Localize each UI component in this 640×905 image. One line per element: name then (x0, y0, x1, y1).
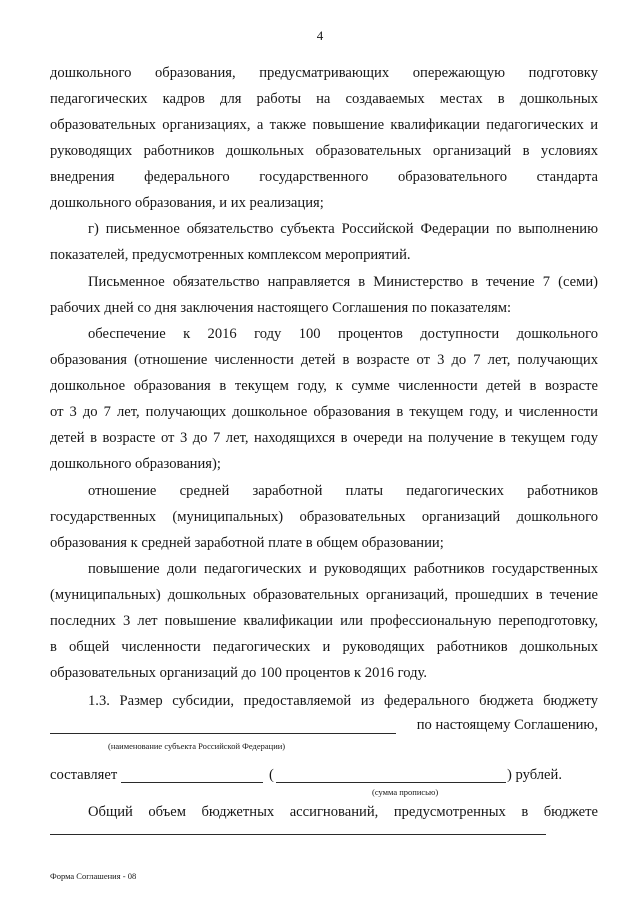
subject-name-blank[interactable] (50, 733, 396, 734)
paragraph-line: повышение доли педагогических и руководящих работников государственных (88, 561, 598, 577)
budget-name-blank[interactable] (50, 834, 546, 835)
paragraph-line: обеспечение к 2016 году 100 процентов доступности дошкольного (88, 326, 598, 342)
amount-words-caption: (сумма прописью) (372, 787, 439, 797)
paragraph-line: внедрения федерального государственного образовательного стандарта (50, 169, 598, 185)
paragraph-line: Письменное обязательство направляется в Министерство в течение 7 (семи) (88, 274, 598, 290)
paragraph-line: г) письменное обязательство субъекта Российской Федерации по выполнению (88, 221, 598, 237)
agreement-reference: по настоящему Соглашению, (416, 717, 598, 733)
paragraph-line: руководящих работников дошкольных образовательных организаций в условиях (50, 143, 598, 159)
paragraph-line: отношение средней заработной платы педагогических работников (88, 483, 598, 499)
paragraph-line: от 3 до 7 лет, получающих дошкольное образования в текущем году, и численности (50, 404, 598, 420)
amount-digits-blank[interactable] (121, 782, 263, 783)
paragraph-line: дошкольное образования в текущем году, к сумме численности детей в возрасте (50, 378, 598, 394)
paragraph-line: дошкольного образования, и их реализация; (50, 195, 324, 211)
paragraph-line: образовательных организациях, а также повышение квалификации педагогических и (50, 117, 598, 133)
amount-words-blank[interactable] (276, 782, 506, 783)
subject-name-caption: (наименование субъекта Российской Федерации) (108, 741, 286, 751)
amount-open-paren: ( (269, 767, 274, 783)
paragraph-line: государственных (муниципальных) образовательных организаций дошкольного (50, 509, 598, 525)
paragraph-line: образования (отношение численности детей в возрасте от 3 до 7 лет, получающих (50, 352, 598, 368)
paragraph-line: (муниципальных) дошкольных образовательных организаций, прошедших в течение (50, 587, 598, 603)
paragraph-line: дошкольного образования, предусматривающих опережающую подготовку (50, 65, 598, 81)
paragraph-line: педагогических кадров для работы на создаваемых местах в дошкольных (50, 91, 598, 107)
paragraph-line: образования к средней заработной плате в общем образовании; (50, 535, 444, 551)
paragraph-line: дошкольного образования); (50, 456, 221, 472)
paragraph-line: рабочих дней со дня заключения настоящего Соглашения по показателям: (50, 300, 512, 316)
paragraph-line: последних 3 лет повышение квалификации или профессиональную переподготовку, (50, 613, 598, 629)
section-1-3-line: 1.3. Размер субсидии, предоставляемой из федерального бюджета бюджету (88, 693, 598, 709)
paragraph-line: показателей, предусмотренных комплексом мероприятий. (50, 247, 411, 263)
paragraph-line: образовательных организаций до 100 процентов к 2016 году. (50, 665, 428, 681)
amount-prefix: составляет (50, 767, 118, 783)
budget-volume-line: Общий объем бюджетных ассигнований, предусмотренных в бюджете (88, 804, 598, 820)
amount-suffix: ) рублей. (507, 767, 562, 783)
page-number: 4 (316, 28, 324, 43)
paragraph-line: в общей численности педагогических и руководящих работников дошкольных (50, 639, 598, 655)
form-footer: Форма Соглашения - 08 (50, 871, 137, 881)
paragraph-line: детей в возрасте от 3 до 7 лет, находящихся в очереди на получение в текущем году (50, 430, 598, 446)
